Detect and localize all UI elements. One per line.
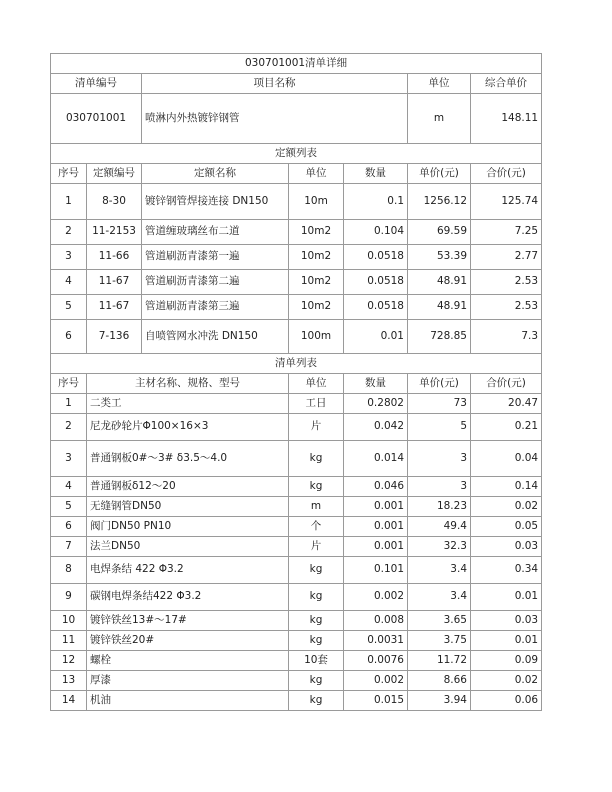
quota-price: 48.91 xyxy=(408,270,471,295)
quota-total: 7.3 xyxy=(471,320,542,354)
material-section-title: 清单列表 xyxy=(51,354,542,374)
material-no: 8 xyxy=(51,557,87,584)
bill-row xyxy=(51,94,542,144)
material-total: 0.04 xyxy=(471,441,542,477)
material-price: 18.23 xyxy=(408,497,471,517)
quota-code: 11-67 xyxy=(87,295,142,320)
bill-code-header: 清单编号 xyxy=(51,74,142,94)
material-qty: 0.101 xyxy=(344,557,408,584)
quota-qty-header: 数量 xyxy=(344,164,408,184)
material-name: 厚漆 xyxy=(87,671,289,691)
quota-row xyxy=(51,295,542,320)
material-row xyxy=(51,497,542,517)
material-unit: 10套 xyxy=(289,651,344,671)
material-unit: kg xyxy=(289,584,344,611)
material-total: 0.02 xyxy=(471,671,542,691)
material-name: 阀门DN50 PN10 xyxy=(87,517,289,537)
quota-section-row xyxy=(51,144,542,164)
material-price: 49.4 xyxy=(408,517,471,537)
material-qty: 0.001 xyxy=(344,517,408,537)
material-qty: 0.008 xyxy=(344,611,408,631)
quota-total: 2.77 xyxy=(471,245,542,270)
quota-unit: 10m xyxy=(289,184,344,220)
material-row xyxy=(51,691,542,711)
material-name-header: 主材名称、规格、型号 xyxy=(87,374,289,394)
bill-price-header: 综合单价 xyxy=(471,74,542,94)
quota-row xyxy=(51,184,542,220)
material-qty-header: 数量 xyxy=(344,374,408,394)
material-qty: 0.046 xyxy=(344,477,408,497)
material-section-row xyxy=(51,354,542,374)
material-price: 3.4 xyxy=(408,557,471,584)
material-no-header: 序号 xyxy=(51,374,87,394)
quota-no: 6 xyxy=(51,320,87,354)
material-name: 无缝钢管DN50 xyxy=(87,497,289,517)
bill-code: 030701001 xyxy=(51,94,142,144)
quota-code: 7-136 xyxy=(87,320,142,354)
material-unit: kg xyxy=(289,441,344,477)
material-unit: kg xyxy=(289,611,344,631)
quota-qty: 0.0518 xyxy=(344,245,408,270)
material-price: 11.72 xyxy=(408,651,471,671)
material-name: 电焊条结 422 Φ3.2 xyxy=(87,557,289,584)
material-total: 0.03 xyxy=(471,537,542,557)
quota-name: 管道缠玻璃丝布二道 xyxy=(142,220,289,245)
material-row xyxy=(51,517,542,537)
material-no: 9 xyxy=(51,584,87,611)
material-unit: 工日 xyxy=(289,394,344,414)
quota-no: 1 xyxy=(51,184,87,220)
material-price: 3.65 xyxy=(408,611,471,631)
quota-header-row xyxy=(51,164,542,184)
material-unit: kg xyxy=(289,631,344,651)
material-unit: 片 xyxy=(289,537,344,557)
bill-detail-table xyxy=(50,53,542,711)
quota-code: 8-30 xyxy=(87,184,142,220)
material-total: 0.09 xyxy=(471,651,542,671)
bill-unit: m xyxy=(408,94,471,144)
quota-total: 2.53 xyxy=(471,270,542,295)
material-row xyxy=(51,631,542,651)
material-name: 螺栓 xyxy=(87,651,289,671)
bill-unit-header: 单位 xyxy=(408,74,471,94)
material-total: 0.06 xyxy=(471,691,542,711)
material-no: 12 xyxy=(51,651,87,671)
material-row xyxy=(51,557,542,584)
quota-name: 管道刷沥青漆第二遍 xyxy=(142,270,289,295)
material-qty: 0.002 xyxy=(344,584,408,611)
quota-price: 728.85 xyxy=(408,320,471,354)
material-total: 0.05 xyxy=(471,517,542,537)
material-total: 0.01 xyxy=(471,631,542,651)
material-row xyxy=(51,477,542,497)
material-row xyxy=(51,584,542,611)
material-qty: 0.001 xyxy=(344,497,408,517)
bill-header-row xyxy=(51,74,542,94)
material-name: 镀锌铁丝13#～17# xyxy=(87,611,289,631)
material-row xyxy=(51,611,542,631)
quota-price: 53.39 xyxy=(408,245,471,270)
quota-no: 2 xyxy=(51,220,87,245)
quota-price-header: 单价(元) xyxy=(408,164,471,184)
material-unit: kg xyxy=(289,691,344,711)
material-price-header: 单价(元) xyxy=(408,374,471,394)
material-price: 3 xyxy=(408,441,471,477)
material-qty: 0.0031 xyxy=(344,631,408,651)
quota-row xyxy=(51,245,542,270)
material-name: 二类工 xyxy=(87,394,289,414)
material-no: 14 xyxy=(51,691,87,711)
material-total: 0.34 xyxy=(471,557,542,584)
quota-qty: 0.1 xyxy=(344,184,408,220)
title-row xyxy=(51,54,542,74)
quota-row xyxy=(51,270,542,295)
material-name: 碳钢电焊条结422 Φ3.2 xyxy=(87,584,289,611)
quota-qty: 0.0518 xyxy=(344,295,408,320)
quota-price: 1256.12 xyxy=(408,184,471,220)
material-price: 3.75 xyxy=(408,631,471,651)
quota-no: 3 xyxy=(51,245,87,270)
material-name: 尼龙砂轮片Φ100×16×3 xyxy=(87,414,289,441)
bill-name: 喷淋内外热镀锌钢管 xyxy=(142,94,408,144)
material-price: 3.4 xyxy=(408,584,471,611)
material-row xyxy=(51,537,542,557)
quota-total: 7.25 xyxy=(471,220,542,245)
quota-name: 自喷管网水冲洗 DN150 xyxy=(142,320,289,354)
quota-total: 125.74 xyxy=(471,184,542,220)
material-price: 3 xyxy=(408,477,471,497)
material-qty: 0.0076 xyxy=(344,651,408,671)
material-total: 0.21 xyxy=(471,414,542,441)
material-no: 3 xyxy=(51,441,87,477)
material-total: 20.47 xyxy=(471,394,542,414)
quota-qty: 0.01 xyxy=(344,320,408,354)
material-unit: 片 xyxy=(289,414,344,441)
material-row xyxy=(51,441,542,477)
material-price: 3.94 xyxy=(408,691,471,711)
material-name: 镀锌铁丝20# xyxy=(87,631,289,651)
quota-unit: 10m2 xyxy=(289,245,344,270)
quota-unit: 10m2 xyxy=(289,295,344,320)
bill-name-header: 项目名称 xyxy=(142,74,408,94)
material-qty: 0.042 xyxy=(344,414,408,441)
material-unit: kg xyxy=(289,671,344,691)
quota-code: 11-66 xyxy=(87,245,142,270)
quota-code: 11-2153 xyxy=(87,220,142,245)
material-no: 2 xyxy=(51,414,87,441)
material-total: 0.03 xyxy=(471,611,542,631)
quota-no: 5 xyxy=(51,295,87,320)
material-row xyxy=(51,671,542,691)
quota-row xyxy=(51,220,542,245)
quota-price: 69.59 xyxy=(408,220,471,245)
quota-code-header: 定额编号 xyxy=(87,164,142,184)
material-row xyxy=(51,651,542,671)
material-qty: 0.001 xyxy=(344,537,408,557)
quota-no: 4 xyxy=(51,270,87,295)
quota-total-header: 合价(元) xyxy=(471,164,542,184)
material-price: 8.66 xyxy=(408,671,471,691)
quota-name: 管道刷沥青漆第一遍 xyxy=(142,245,289,270)
quota-code: 11-67 xyxy=(87,270,142,295)
quota-row xyxy=(51,320,542,354)
bill-price: 148.11 xyxy=(471,94,542,144)
material-no: 10 xyxy=(51,611,87,631)
material-no: 11 xyxy=(51,631,87,651)
material-no: 1 xyxy=(51,394,87,414)
material-price: 32.3 xyxy=(408,537,471,557)
material-total-header: 合价(元) xyxy=(471,374,542,394)
material-price: 73 xyxy=(408,394,471,414)
material-unit: kg xyxy=(289,477,344,497)
material-name: 机油 xyxy=(87,691,289,711)
material-total: 0.14 xyxy=(471,477,542,497)
material-name: 普通钢板0#～3# δ3.5～4.0 xyxy=(87,441,289,477)
material-no: 6 xyxy=(51,517,87,537)
quota-unit: 100m xyxy=(289,320,344,354)
quota-qty: 0.104 xyxy=(344,220,408,245)
table-title: 030701001清单详细 xyxy=(51,54,542,74)
quota-total: 2.53 xyxy=(471,295,542,320)
quota-price: 48.91 xyxy=(408,295,471,320)
material-no: 5 xyxy=(51,497,87,517)
quota-section-title: 定额列表 xyxy=(51,144,542,164)
material-header-row xyxy=(51,374,542,394)
material-unit: kg xyxy=(289,557,344,584)
material-unit: m xyxy=(289,497,344,517)
quota-unit: 10m2 xyxy=(289,270,344,295)
material-unit: 个 xyxy=(289,517,344,537)
material-name: 法兰DN50 xyxy=(87,537,289,557)
material-qty: 0.014 xyxy=(344,441,408,477)
material-no: 4 xyxy=(51,477,87,497)
material-qty: 0.015 xyxy=(344,691,408,711)
material-qty: 0.2802 xyxy=(344,394,408,414)
quota-qty: 0.0518 xyxy=(344,270,408,295)
material-name: 普通钢板δ12～20 xyxy=(87,477,289,497)
material-total: 0.01 xyxy=(471,584,542,611)
material-row xyxy=(51,414,542,441)
material-price: 5 xyxy=(408,414,471,441)
quota-unit: 10m2 xyxy=(289,220,344,245)
material-total: 0.02 xyxy=(471,497,542,517)
material-unit-header: 单位 xyxy=(289,374,344,394)
quota-no-header: 序号 xyxy=(51,164,87,184)
quota-name: 镀锌钢管焊接连接 DN150 xyxy=(142,184,289,220)
material-no: 13 xyxy=(51,671,87,691)
material-row xyxy=(51,394,542,414)
quota-name: 管道刷沥青漆第三遍 xyxy=(142,295,289,320)
material-qty: 0.002 xyxy=(344,671,408,691)
quota-name-header: 定额名称 xyxy=(142,164,289,184)
quota-unit-header: 单位 xyxy=(289,164,344,184)
material-no: 7 xyxy=(51,537,87,557)
